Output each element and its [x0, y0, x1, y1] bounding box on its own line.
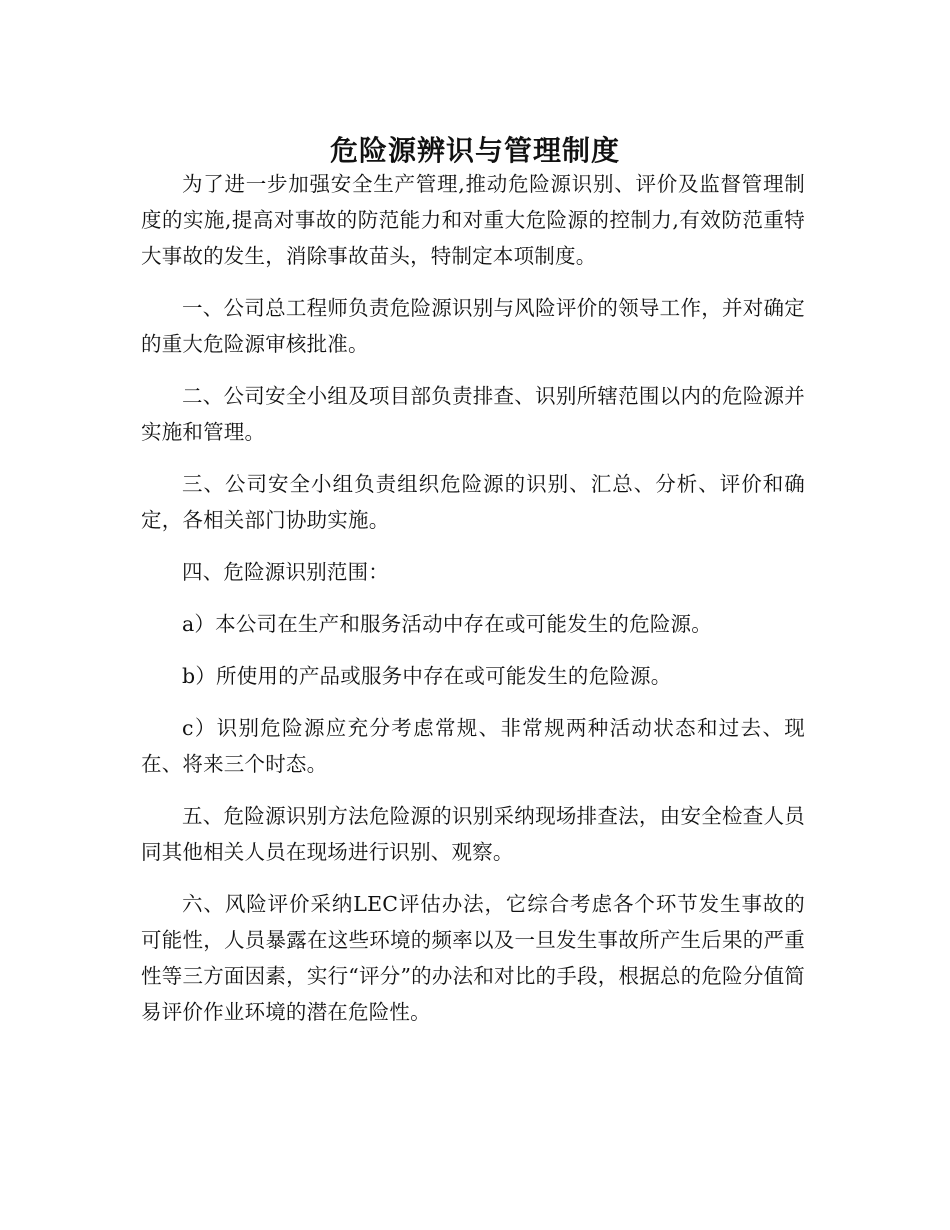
- paragraph-item-4: 四、危险源识别范围：: [182, 560, 389, 584]
- paragraph-subitem-a: a）本公司在生产和服务活动中存在或可能发生的危险源。: [182, 612, 712, 636]
- paragraph-intro: 为了进一步加强安全生产管理,推动危险源识别、评价及监督管理制度的实施,提高对事故的防范能力和对重大危险源的控制力,有效防范重特大事故的发生，消除事故苗头，特制定本项制度。: [141, 172, 805, 268]
- document-body: [141, 166, 805, 1046]
- paragraph-item-5: 五、危险源识别方法危险源的识别采纳现场排查法，由安全检查人员同其他相关人员在现场进行识别、观察。: [141, 804, 805, 864]
- paragraph-item-6: 六、风险评价采纳LEC评估办法，它综合考虑各个环节发生事故的可能性，人员暴露在这些环境的频率以及一旦发生事故所产生后果的严重性等三方面因素，实行“评分”的办法和对比的手段，根据总的危险分值简易评价作业环境的潜在危险性。: [141, 892, 805, 1024]
- paragraph-item-2: 二、公司安全小组及项目部负责排查、识别所辖范围以内的危险源并实施和管理。: [141, 384, 805, 444]
- paragraph-subitem-c: c）识别危险源应充分考虑常规、非常规两种活动状态和过去、现在、将来三个时态。: [141, 716, 805, 776]
- paragraph-item-3: 三、公司安全小组负责组织危险源的识别、汇总、分析、评价和确定，各相关部门协助实施。: [141, 472, 805, 532]
- document-title: 危险源辨识与管理制度: [329, 133, 620, 167]
- paragraph-subitem-b: b）所使用的产品或服务中存在或可能发生的危险源。: [182, 664, 672, 688]
- paragraph-item-1: 一、公司总工程师负责危险源识别与风险评价的领导工作，并对确定的重大危险源审核批准。: [141, 296, 805, 356]
